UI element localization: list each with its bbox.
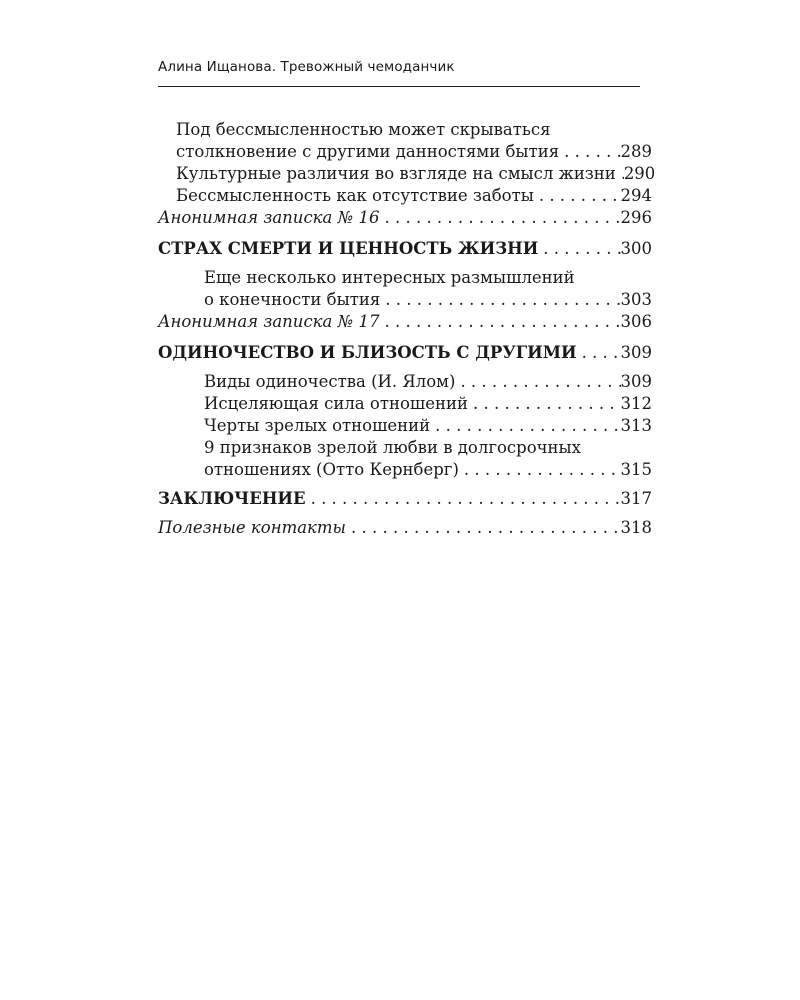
dot-leader [455,371,620,393]
toc-entry-title-cont: столкновение с другими данностями бытия [176,142,560,161]
dot-leader [379,311,620,333]
toc-entry-title: Анонимная записка № 17 [158,312,380,331]
dot-leader [459,459,621,481]
toc-entry-title: Культурные различия во взгляде на смысл жизни [176,164,616,183]
toc-page-number: 296 [620,208,652,227]
toc-entry-title: Полезные контакты [158,518,346,537]
dot-leader [534,185,621,207]
toc-entry [158,371,652,393]
toc-entry [158,415,652,437]
toc-chapter-title: ОДИНОЧЕСТВО И БЛИЗОСТЬ С ДРУГИМИ [158,343,577,362]
toc-entry-title: Анонимная записка № 16 [158,208,380,227]
toc-entry [158,163,656,185]
running-header [158,58,640,87]
toc-page-number: 303 [620,290,652,309]
toc-page-number: 306 [620,312,652,331]
toc-chapter [158,238,652,260]
toc-page-number: 294 [620,186,652,205]
toc-entry-note [158,517,652,539]
toc-entry-title: Виды одиночества (И. Ялом) [204,372,456,391]
dot-leader [306,488,621,510]
dot-leader [468,393,621,415]
dot-leader [577,342,621,364]
toc-entry-title: Бессмысленность как отсутствие заботы [176,186,534,205]
dot-leader [430,415,620,437]
toc-entry-title-cont: о конечности бытия [204,290,381,309]
dot-leader [559,141,620,163]
toc-page-number: 289 [620,142,652,161]
toc-entry-title: Еще несколько интересных размышлений [204,268,575,287]
toc-page-number: 309 [620,372,652,391]
toc-entry [158,185,652,207]
toc-page-number: 309 [620,343,652,362]
toc-entry [158,267,652,311]
toc-chapter [158,342,652,364]
toc-page-number: 312 [620,394,652,413]
toc-page-number: 318 [620,518,652,537]
toc-entry-note [158,207,652,229]
dot-leader [380,289,620,311]
toc-entry-title: Черты зрелых отношений [204,416,431,435]
toc-entry [158,119,652,163]
toc-entry-title: Под бессмысленностью может скрываться [176,120,551,139]
toc-entry [158,437,652,481]
dot-leader [379,207,620,229]
toc-page-number: 315 [620,460,652,479]
toc-page-number: 317 [620,489,652,508]
toc-chapter-title: СТРАХ СМЕРТИ И ЦЕННОСТЬ ЖИЗНИ [158,239,539,258]
dot-leader [346,517,621,539]
toc-chapter-title: ЗАКЛЮЧЕНИЕ [158,489,306,508]
toc-page-number: 290 [623,164,656,183]
toc-entry [158,393,652,415]
toc-entry-title: 9 признаков зрелой любви в долгосрочных [204,438,581,457]
table-of-contents [158,119,656,539]
toc-entry-title-cont: отношениях (Отто Кернберг) [204,460,459,479]
running-title: Алина Ищанова. Тревожный чемоданчик [158,59,455,75]
toc-chapter [158,488,652,510]
toc-page-number: 300 [620,239,652,258]
toc-page-number: 313 [620,416,652,435]
toc-entry-title: Исцеляющая сила отношений [204,394,468,413]
toc-entry-note [158,311,652,333]
dot-leader [538,238,620,260]
dot-leader [616,163,624,185]
